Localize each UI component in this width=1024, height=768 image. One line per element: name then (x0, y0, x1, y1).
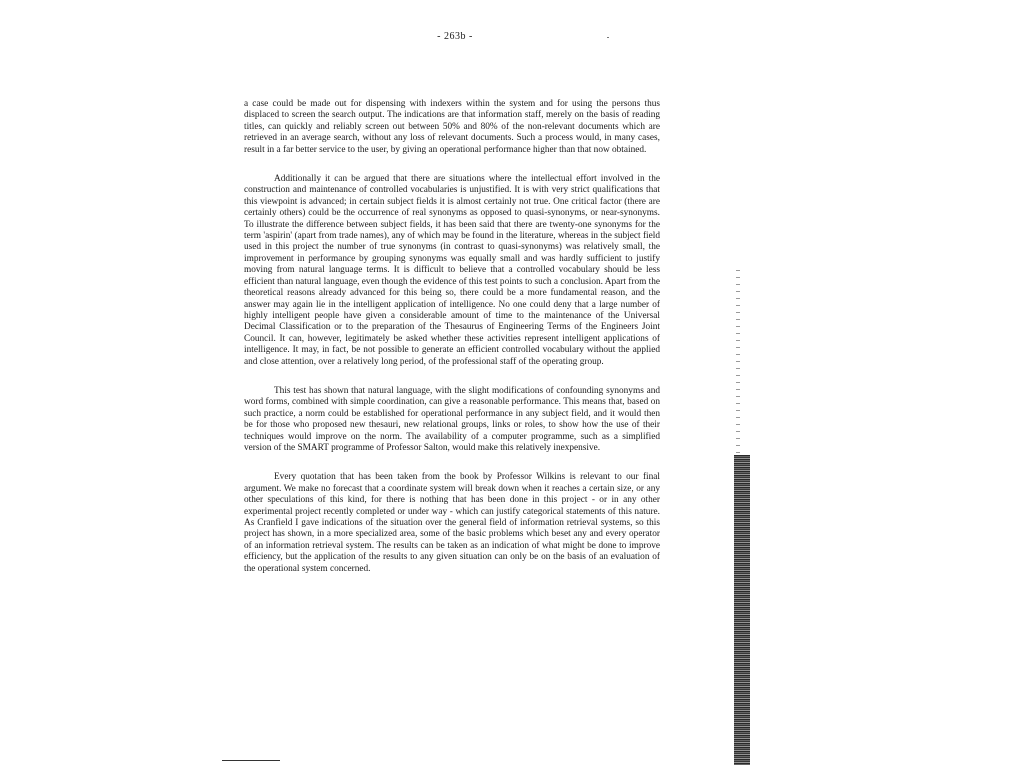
paragraph-3: This test has shown that natural language, with the slight modifications of confounding synonyms and word forms, combined with simple coordination, can give a reasonable performance. This means that, based on such practice, a norm could be established for operational performance in any subject field, and it would then be for those who proposed new thesauri, new relational groups, links or roles, to show how the use of their techniques would improve on the norm. The availability of a computer programme, such as a simplified version of the SMART programme of Professor Salton, would make this relatively inexpensive. (244, 385, 660, 453)
scan-speck (607, 37, 609, 38)
scan-edge-shadow (734, 455, 750, 765)
paragraph-4: Every quotation that has been taken from the book by Professor Wilkins is relevant to our final argument. We make no forecast that a coordinate system will break down when it reaches a certain size, or any other speculations of this kind, for there is nothing that has been done in this project - or in any other experimental project recently completed or under way - which can justify categorical statements of this nature. As Cranfield I gave indications of the situation over the general field of information retrieval systems, so this project has shown, in a more specialized area, some of the basic problems which beset any and every operator of an information retrieval system. The results can be taken as an indication of what might be done to improve efficiency, but the application of the results to any given situation can only be on the basis of an evaluation of the operational system concerned. (244, 472, 660, 574)
paragraph-1: a case could be made out for dispensing with indexers within the system and for using the persons thus displaced to screen the search output. The indications are that information staff, merely on the basis of reading titles, can quickly and reliably screen out between 50% and 80% of the non-relevant documents which are retrieved in an average search, without any loss of relevant documents. Such a process would, in many cases, result in a far better service to the user, by giving an operational performance higher than that now obtained. (244, 99, 660, 155)
paragraph-2: Additionally it can be argued that there are situations where the intellectual effort involved in the construction and maintenance of controlled vocabularies is unjustified. It is with very strict qualifications that this viewpoint is advanced; in certain subject fields it is almost certainly not true. One critical factor (there are certainly others) could be the occurrence of real synonyms as opposed to quasi-synonyms, or near-synonyms. To illustrate the difference between subject fields, it has been said that there are twenty-one synonyms for the term 'aspirin' (apart from trade names), any of which may be found in the literature, whereas in the subject field used in this project the number of true synonyms (in contrast to quasi-synonyms) was relatively small, the improvement in performance by grouping synonyms was equally small and was hardly sufficient to justify moving from natural language terms. It is difficult to believe that a controlled vocabulary should be less efficient than natural language, even though the evidence of this test points to such a conclusion. Apart from the theoretical reasons already advanced for this being so, there could be a more fundamental reason, and the answer may again lie in the intelligent application of intelligence. No one could deny that a large number of highly intelligent people have given a considerable amount of time to the maintenance of the Universal Decimal Classification or to the preparation of the Thesaurus of Engineering Terms of the Engineers Joint Council. It can, however, legitimately be asked whether these activities represent intelligent applications of intelligence. It may, in fact, be not possible to generate an efficient controlled vocabulary without the applied and close attention, over a relatively long period, of the professional staff of the operating group. (244, 174, 661, 367)
body-text (244, 99, 660, 575)
footnote-rule (222, 760, 280, 761)
page-number: - 263b - (437, 31, 473, 42)
scan-edge-speckle (736, 270, 740, 455)
